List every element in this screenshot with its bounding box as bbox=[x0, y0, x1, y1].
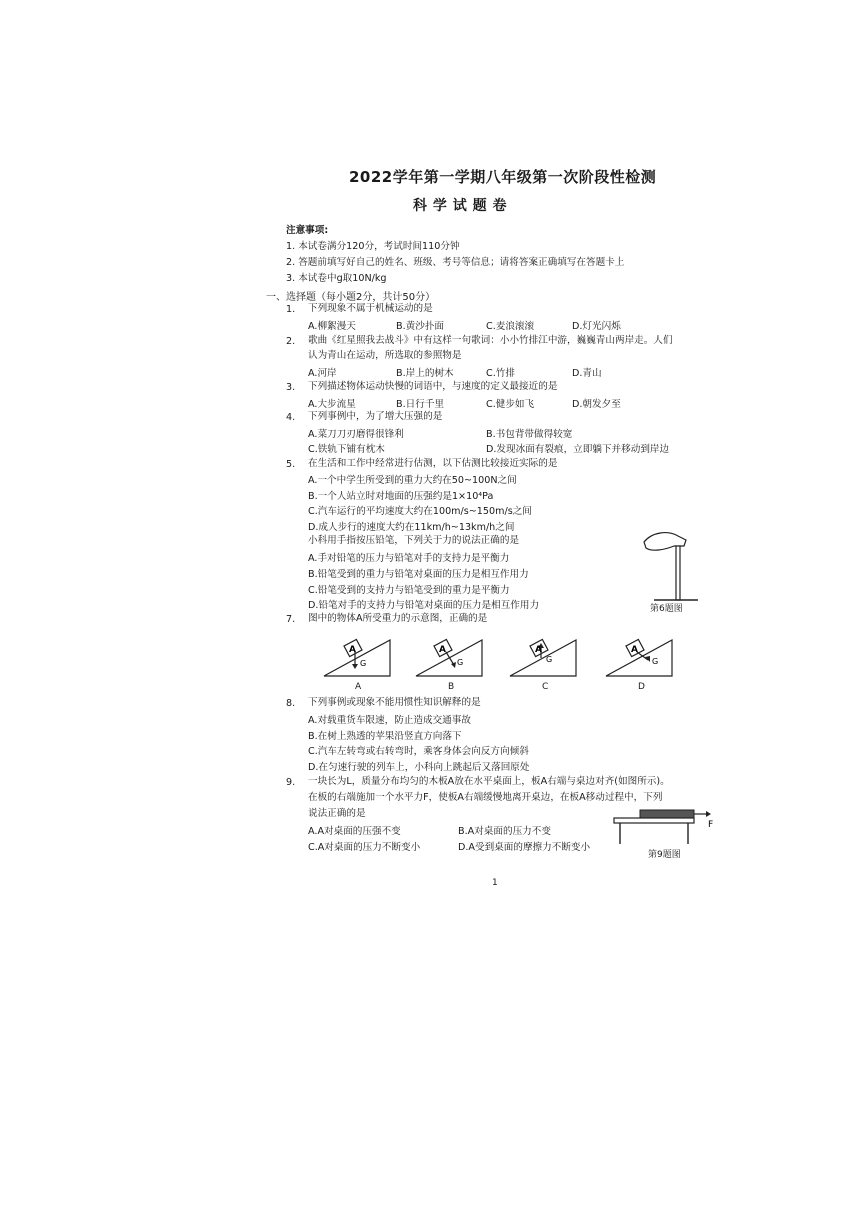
q3-option-c: C.健步如飞 bbox=[486, 399, 535, 410]
force-label-f: F bbox=[708, 820, 714, 830]
g-label-a: G bbox=[360, 659, 367, 668]
q7-number: 7. bbox=[286, 614, 296, 625]
q8-option-a: A.对载重货车限速，防止造成交通事故 bbox=[308, 715, 471, 726]
q8-option-d: D.在匀速行驶的列车上，小科向上跳起后又落回原处 bbox=[308, 762, 530, 773]
block-label-d: A bbox=[631, 645, 638, 655]
q1-stem: 下列现象不属于机械运动的是 bbox=[308, 303, 433, 314]
section-heading: 一、选择题（每小题2分，共计50分） bbox=[266, 292, 436, 303]
q3-option-d: D.朝发夕至 bbox=[572, 399, 621, 410]
q9-option-a: A.A对桌面的压强不变 bbox=[308, 826, 401, 837]
q3-option-a: A.大步流星 bbox=[308, 399, 356, 410]
q9-figure bbox=[610, 806, 720, 846]
q8-option-c: C.汽车左转弯或右转弯时，乘客身体会向反方向倾斜 bbox=[308, 746, 529, 757]
q5-option-d: D.成人步行的速度大约在11km/h~13km/h之间 bbox=[308, 522, 515, 533]
q4-stem: 下列事例中，为了增大压强的是 bbox=[308, 411, 443, 422]
q8-stem: 下列事例或现象不能用惯性知识解释的是 bbox=[308, 697, 481, 708]
q3-stem: 下列描述物体运动快慢的词语中，与速度的定义最接近的是 bbox=[308, 381, 558, 392]
q7-label-a: A bbox=[355, 682, 362, 692]
q4-option-c: C.铁轨下铺有枕木 bbox=[308, 444, 385, 455]
q4-option-d: D.发现冰面有裂痕，立即躺下并移动到岸边 bbox=[486, 444, 670, 455]
q5-option-c: C.汽车运行的平均速度大约在100m/s~150m/s之间 bbox=[308, 506, 532, 517]
q4-option-a: A.菜刀刀刃磨得很锋利 bbox=[308, 429, 404, 440]
q5-stem: 在生活和工作中经常进行估测，以下估测比较接近实际的是 bbox=[308, 458, 558, 469]
block-label-a: A bbox=[349, 645, 356, 655]
g-label-b: G bbox=[457, 658, 464, 667]
q2-option-a: A.河岸 bbox=[308, 368, 337, 379]
q8-number: 8. bbox=[286, 698, 296, 709]
q7-figure-a bbox=[322, 632, 392, 678]
q6-stem: 小科用手指按压铅笔，下列关于力的说法正确的是 bbox=[308, 535, 520, 546]
q7-label-d: D bbox=[638, 682, 645, 692]
table-top bbox=[614, 818, 694, 823]
arrowhead-b bbox=[451, 662, 456, 668]
q1-number: 1. bbox=[286, 304, 296, 315]
q6-option-b: B.铅笔受到的重力与铅笔对桌面的压力是相互作用力 bbox=[308, 569, 529, 580]
q6-option-a: A.手对铅笔的压力与铅笔对手的支持力是平衡力 bbox=[308, 553, 510, 564]
q8-option-b: B.在树上熟透的苹果沿竖直方向落下 bbox=[308, 731, 462, 742]
exam-subtitle: 科 学 试 题 卷 bbox=[413, 198, 507, 214]
q5-option-b: B.一个人站立时对地面的压强约是1×10⁴Pa bbox=[308, 491, 494, 502]
board-a bbox=[640, 810, 694, 818]
q1-option-c: C.麦浪滚滚 bbox=[486, 321, 535, 332]
pencil-drawing bbox=[676, 546, 680, 600]
q3-number: 3. bbox=[286, 382, 296, 393]
q1-option-d: D.灯光闪烁 bbox=[572, 321, 621, 332]
exam-title: 2022学年第一学期八年级第一次阶段性检测 bbox=[349, 168, 657, 186]
q3-option-b: B.日行千里 bbox=[396, 399, 445, 410]
q4-number: 4. bbox=[286, 412, 296, 423]
q2-option-d: D.青山 bbox=[572, 368, 602, 379]
notes-heading: 注意事项: bbox=[286, 225, 329, 236]
q4-option-b: B.书包背带做得较宽 bbox=[486, 429, 573, 440]
g-label-d: G bbox=[652, 657, 659, 666]
note-2: 2. 答题前填写好自己的姓名、班级、考号等信息；请将答案正确填写在答题卡上 bbox=[286, 257, 625, 268]
g-label-c: G bbox=[546, 655, 553, 664]
q9-option-b: B.A对桌面的压力不变 bbox=[458, 826, 551, 837]
q6-option-c: C.铅笔受到的支持力与铅笔受到的重力是平衡力 bbox=[308, 585, 510, 596]
note-3: 3. 本试卷中g取10N/kg bbox=[286, 273, 387, 284]
q2-option-b: B.岸上的树木 bbox=[396, 368, 454, 379]
q7-label-c: C bbox=[542, 682, 549, 692]
q9-option-d: D.A受到桌面的摩擦力不断变小 bbox=[458, 842, 591, 853]
q7-figure-b bbox=[414, 632, 484, 678]
note-1: 1. 本试卷满分120分，考试时间110分钟 bbox=[286, 241, 460, 252]
q7-label-b: B bbox=[448, 682, 455, 692]
block-label-c: A bbox=[535, 645, 542, 655]
q2-option-c: C.竹排 bbox=[486, 368, 515, 379]
q9-number: 9. bbox=[286, 777, 296, 788]
q6-option-d: D.铅笔对手的支持力与铅笔对桌面的压力是相互作用力 bbox=[308, 600, 540, 611]
q1-option-a: A.柳絮漫天 bbox=[308, 321, 356, 332]
q7-figure-c bbox=[508, 632, 578, 678]
q6-figure bbox=[634, 524, 704, 604]
q6-figure-caption: 第6题图 bbox=[650, 604, 683, 614]
q9-stem: 一块长为L，质量分布均匀的木板A放在水平桌面上，板A右端与桌边对齐(如图所示)。 bbox=[308, 776, 670, 787]
block-label-b: A bbox=[439, 645, 446, 655]
force-arrowhead-f bbox=[706, 811, 711, 817]
q2-stem-line2: 认为青山在运动，所选取的参照物是 bbox=[308, 350, 462, 361]
q9-stem-line2: 在板的右端施加一个水平力F，使板A右端缓慢地离开桌边，在板A移动过程中，下列 bbox=[308, 792, 663, 803]
q7-figure-d bbox=[604, 632, 674, 678]
page-number: 1 bbox=[492, 878, 498, 888]
q9-stem-line3: 说法正确的是 bbox=[308, 808, 366, 819]
q9-figure-caption: 第9题图 bbox=[648, 850, 681, 860]
q5-number: 5. bbox=[286, 459, 296, 470]
q1-option-b: B.黄沙扑面 bbox=[396, 321, 445, 332]
arrowhead-a bbox=[352, 664, 358, 669]
q2-stem: 歌曲《红星照我去战斗》中有这样一句歌词：小小竹排江中游，巍巍青山两岸走。人们 bbox=[308, 335, 673, 346]
q2-number: 2. bbox=[286, 336, 296, 347]
q5-option-a: A.一个中学生所受到的重力大约在50~100N之间 bbox=[308, 475, 517, 486]
q7-stem: 图中的物体A所受重力的示意图，正确的是 bbox=[308, 613, 488, 624]
q9-option-c: C.A对桌面的压力不断变小 bbox=[308, 842, 421, 853]
